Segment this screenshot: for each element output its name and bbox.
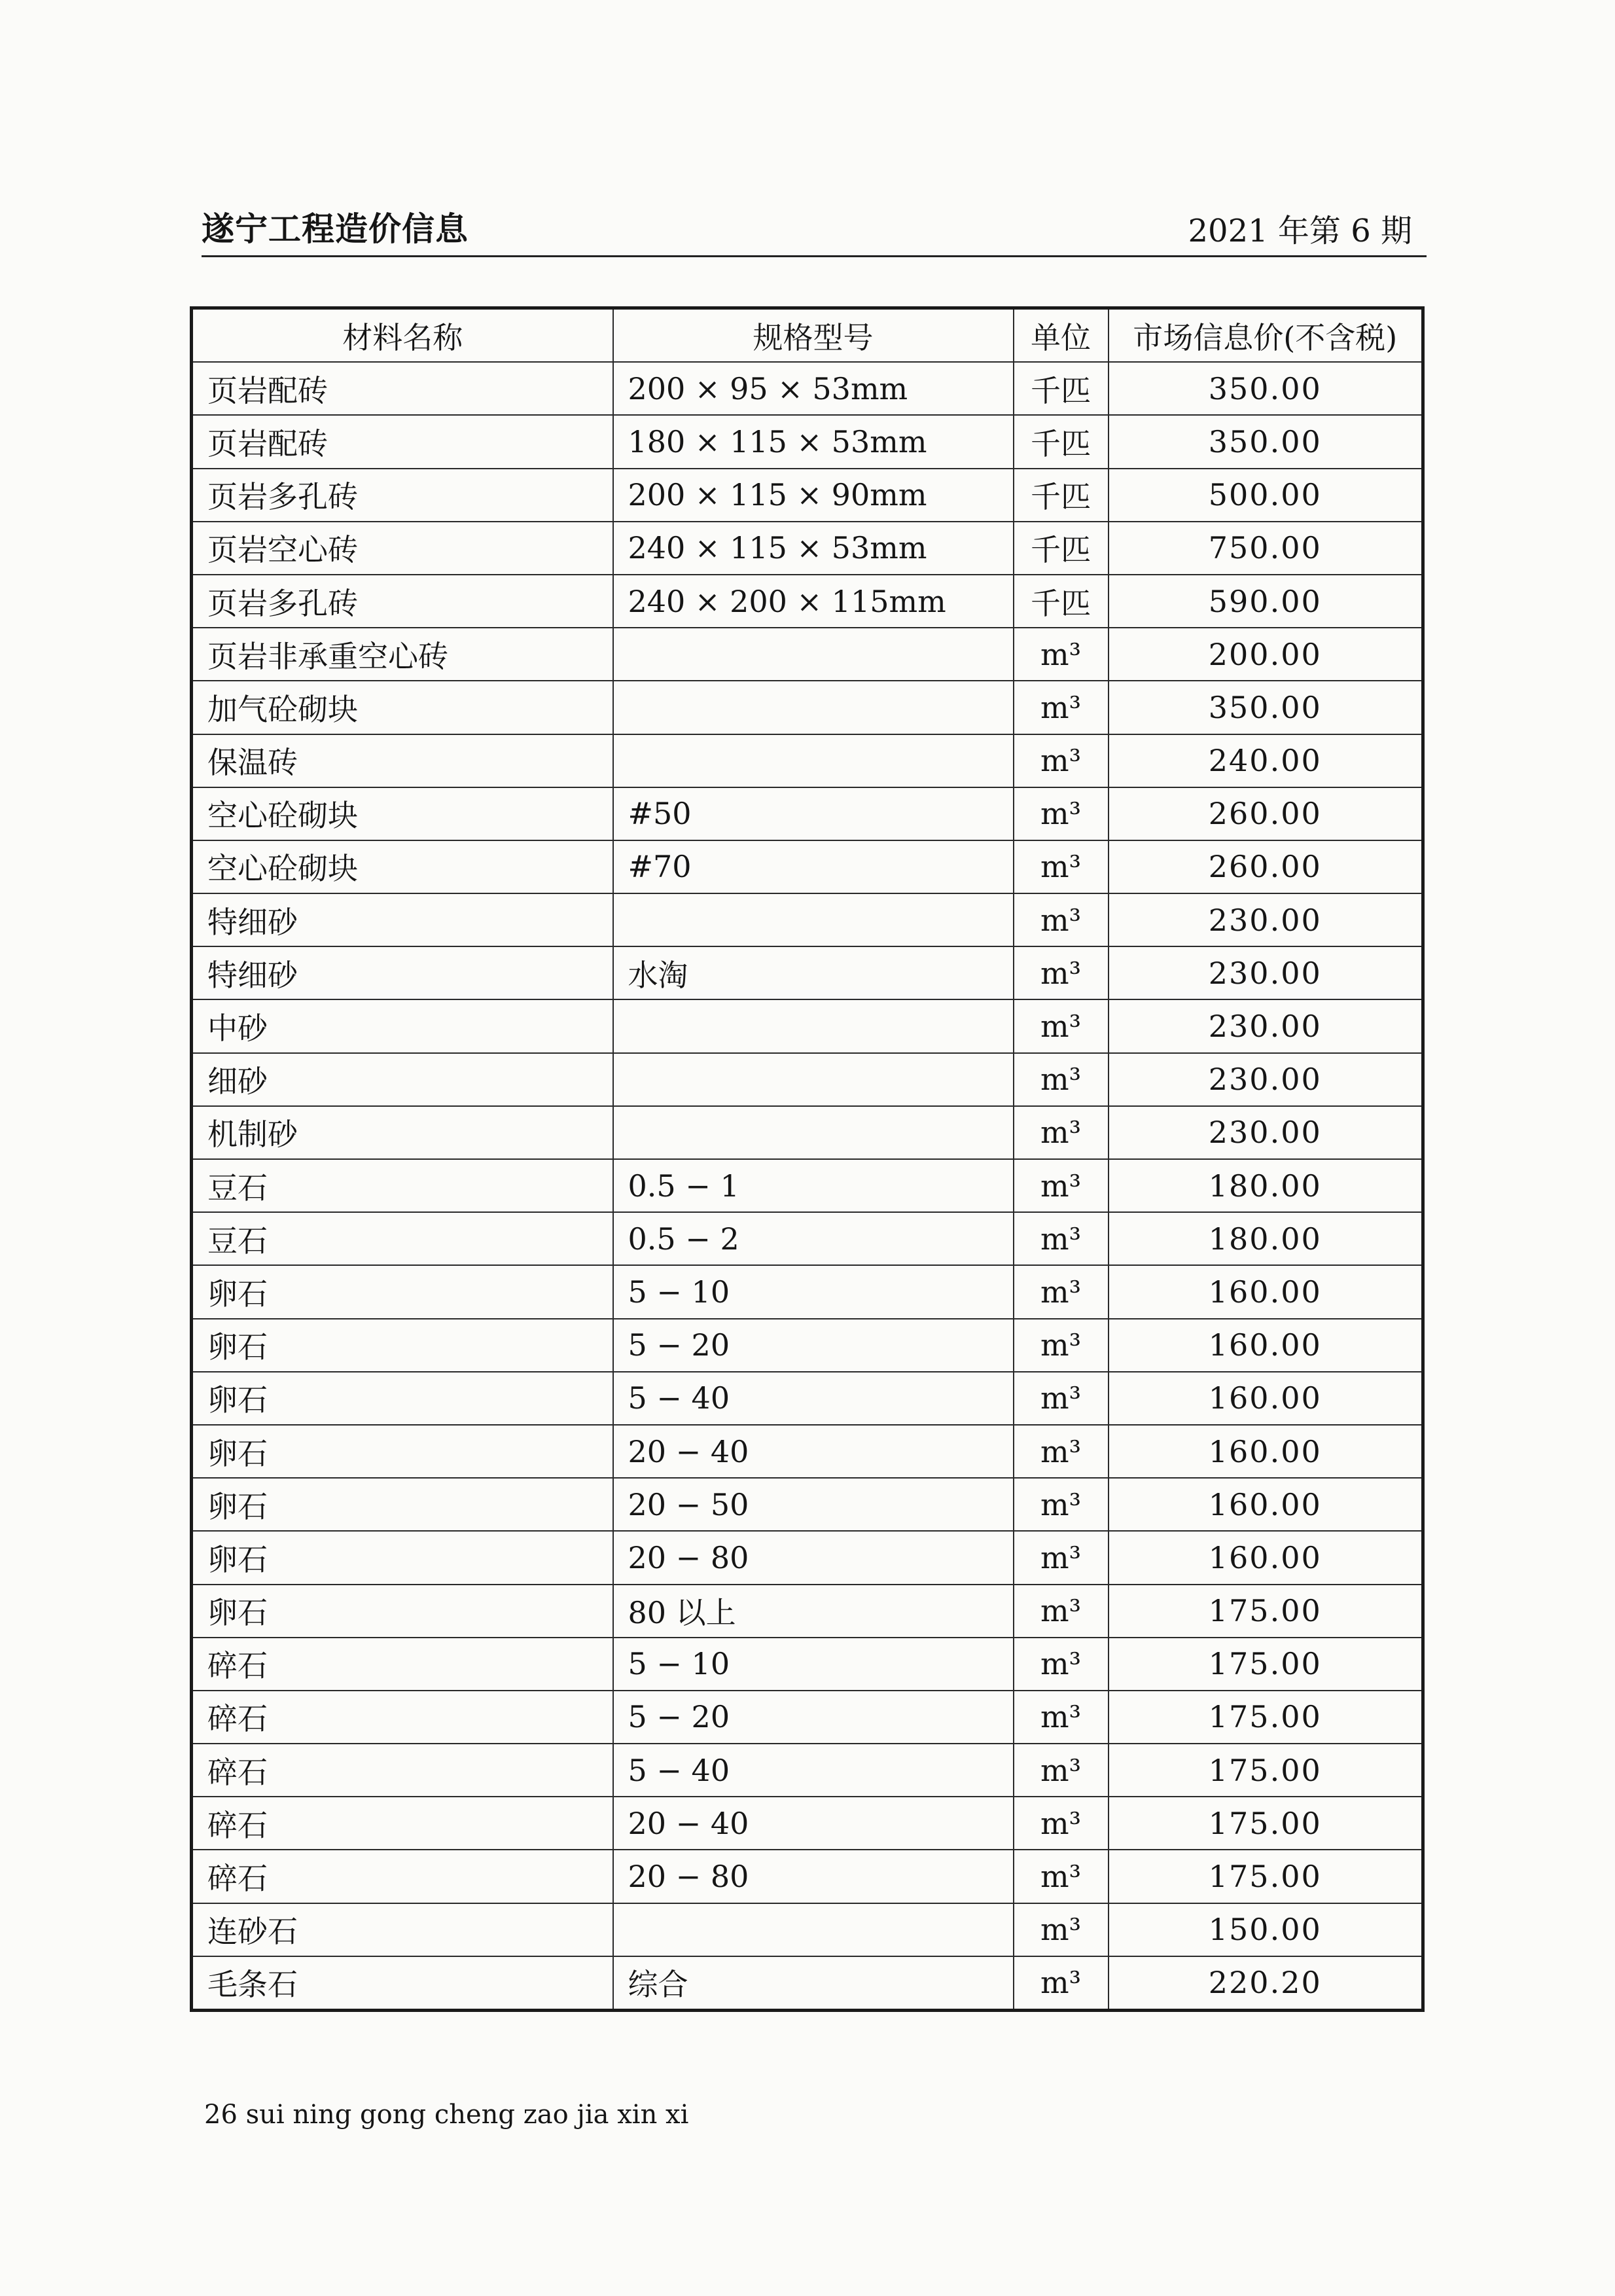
spec-cell: 5 − 10 xyxy=(613,1265,1014,1318)
spec-cell: 5 − 20 xyxy=(613,1319,1014,1372)
spec-cell: 5 − 10 xyxy=(613,1638,1014,1691)
price-cell: 220.20 xyxy=(1109,1956,1423,2011)
unit-cell: m³ xyxy=(1014,1425,1109,1478)
column-header-material: 材料名称 xyxy=(192,308,613,363)
table-row xyxy=(192,522,1423,575)
price-cell: 160.00 xyxy=(1109,1265,1423,1318)
spec-cell: 5 − 40 xyxy=(613,1372,1014,1425)
unit-cell: m³ xyxy=(1014,1531,1109,1584)
unit-cell: m³ xyxy=(1014,1212,1109,1265)
table-row xyxy=(192,1425,1423,1478)
price-cell: 230.00 xyxy=(1109,946,1423,999)
table-row xyxy=(192,1212,1423,1265)
unit-cell: m³ xyxy=(1014,1319,1109,1372)
table-row xyxy=(192,681,1423,734)
material-name-cell: 碎石 xyxy=(192,1638,613,1691)
unit-cell: m³ xyxy=(1014,1797,1109,1850)
unit-cell: m³ xyxy=(1014,681,1109,734)
material-name-cell: 机制砂 xyxy=(192,1106,613,1159)
price-cell: 260.00 xyxy=(1109,787,1423,840)
price-cell: 230.00 xyxy=(1109,893,1423,946)
spec-cell xyxy=(613,1053,1014,1106)
material-name-cell: 碎石 xyxy=(192,1850,613,1903)
price-cell: 350.00 xyxy=(1109,415,1423,468)
spec-cell: 20 − 80 xyxy=(613,1531,1014,1584)
material-name-cell: 卵石 xyxy=(192,1531,613,1584)
unit-cell: m³ xyxy=(1014,999,1109,1052)
material-name-cell: 连砂石 xyxy=(192,1903,613,1956)
unit-cell: m³ xyxy=(1014,1744,1109,1797)
table-row xyxy=(192,1797,1423,1850)
price-cell: 160.00 xyxy=(1109,1372,1423,1425)
material-name-cell: 页岩配砖 xyxy=(192,415,613,468)
unit-cell: m³ xyxy=(1014,1106,1109,1159)
table-row xyxy=(192,787,1423,840)
price-cell: 160.00 xyxy=(1109,1425,1423,1478)
spec-cell: 180 × 115 × 53mm xyxy=(613,415,1014,468)
unit-cell: 千匹 xyxy=(1014,415,1109,468)
price-cell: 150.00 xyxy=(1109,1903,1423,1956)
material-name-cell: 卵石 xyxy=(192,1585,613,1638)
material-name-cell: 特细砂 xyxy=(192,893,613,946)
material-name-cell: 碎石 xyxy=(192,1744,613,1797)
table-row xyxy=(192,362,1423,415)
material-name-cell: 页岩配砖 xyxy=(192,362,613,415)
table-row xyxy=(192,1956,1423,2011)
table-row xyxy=(192,1478,1423,1531)
unit-cell: m³ xyxy=(1014,893,1109,946)
price-cell: 175.00 xyxy=(1109,1850,1423,1903)
table-row xyxy=(192,1638,1423,1691)
unit-cell: m³ xyxy=(1014,1956,1109,2011)
spec-cell: 5 − 20 xyxy=(613,1691,1014,1744)
unit-cell: m³ xyxy=(1014,628,1109,681)
price-cell: 180.00 xyxy=(1109,1212,1423,1265)
price-cell: 180.00 xyxy=(1109,1159,1423,1212)
material-name-cell: 卵石 xyxy=(192,1425,613,1478)
material-name-cell: 毛条石 xyxy=(192,1956,613,2011)
table-row xyxy=(192,946,1423,999)
price-cell: 240.00 xyxy=(1109,734,1423,787)
publication-title: 遂宁工程造价信息 xyxy=(202,210,469,248)
spec-cell xyxy=(613,1106,1014,1159)
unit-cell: m³ xyxy=(1014,1903,1109,1956)
table-row xyxy=(192,893,1423,946)
material-name-cell: 豆石 xyxy=(192,1159,613,1212)
table-row xyxy=(192,469,1423,522)
spec-cell: 20 − 40 xyxy=(613,1425,1014,1478)
price-cell: 175.00 xyxy=(1109,1744,1423,1797)
unit-cell: 千匹 xyxy=(1014,469,1109,522)
spec-cell xyxy=(613,628,1014,681)
material-name-cell: 豆石 xyxy=(192,1212,613,1265)
table-row xyxy=(192,1106,1423,1159)
column-header-price: 市场信息价(不含税) xyxy=(1109,308,1423,363)
spec-cell xyxy=(613,681,1014,734)
material-name-cell: 页岩空心砖 xyxy=(192,522,613,575)
spec-cell: 20 − 80 xyxy=(613,1850,1014,1903)
material-name-cell: 保温砖 xyxy=(192,734,613,787)
price-cell: 350.00 xyxy=(1109,681,1423,734)
unit-cell: m³ xyxy=(1014,1638,1109,1691)
unit-cell: m³ xyxy=(1014,1850,1109,1903)
spec-cell: 240 × 115 × 53mm xyxy=(613,522,1014,575)
unit-cell: 千匹 xyxy=(1014,362,1109,415)
spec-cell: #70 xyxy=(613,840,1014,893)
price-cell: 160.00 xyxy=(1109,1478,1423,1531)
material-name-cell: 空心砼砌块 xyxy=(192,840,613,893)
table-body xyxy=(192,362,1423,2010)
table-header-row xyxy=(192,308,1423,363)
material-name-cell: 卵石 xyxy=(192,1265,613,1318)
page-header xyxy=(202,196,1425,257)
material-name-cell: 空心砼砌块 xyxy=(192,787,613,840)
column-header-unit: 单位 xyxy=(1014,308,1109,363)
spec-cell: 0.5 − 2 xyxy=(613,1212,1014,1265)
spec-cell: 240 × 200 × 115mm xyxy=(613,575,1014,628)
material-name-cell: 细砂 xyxy=(192,1053,613,1106)
unit-cell: m³ xyxy=(1014,946,1109,999)
table-row xyxy=(192,999,1423,1052)
spec-cell xyxy=(613,1903,1014,1956)
price-cell: 230.00 xyxy=(1109,999,1423,1052)
table-row xyxy=(192,1691,1423,1744)
unit-cell: m³ xyxy=(1014,1053,1109,1106)
page-footer: 26 sui ning gong cheng zao jia xin xi xyxy=(204,2100,689,2130)
spec-cell: 5 − 40 xyxy=(613,1744,1014,1797)
spec-cell: 200 × 115 × 90mm xyxy=(613,469,1014,522)
price-cell: 500.00 xyxy=(1109,469,1423,522)
table-row xyxy=(192,840,1423,893)
unit-cell: 千匹 xyxy=(1014,575,1109,628)
price-cell: 175.00 xyxy=(1109,1691,1423,1744)
material-name-cell: 中砂 xyxy=(192,999,613,1052)
price-cell: 230.00 xyxy=(1109,1106,1423,1159)
material-name-cell: 卵石 xyxy=(192,1478,613,1531)
spec-cell: 20 − 50 xyxy=(613,1478,1014,1531)
table-row xyxy=(192,1850,1423,1903)
price-cell: 160.00 xyxy=(1109,1531,1423,1584)
unit-cell: m³ xyxy=(1014,1585,1109,1638)
material-name-cell: 页岩多孔砖 xyxy=(192,469,613,522)
spec-cell: 0.5 − 1 xyxy=(613,1159,1014,1212)
price-cell: 350.00 xyxy=(1109,362,1423,415)
table-row xyxy=(192,1531,1423,1584)
unit-cell: m³ xyxy=(1014,1159,1109,1212)
spec-cell: 水淘 xyxy=(613,946,1014,999)
spec-cell xyxy=(613,893,1014,946)
table-row xyxy=(192,1744,1423,1797)
table-row xyxy=(192,1265,1423,1318)
header-divider xyxy=(202,255,1427,257)
table-row xyxy=(192,1372,1423,1425)
unit-cell: m³ xyxy=(1014,1265,1109,1318)
table-row xyxy=(192,415,1423,468)
material-name-cell: 页岩多孔砖 xyxy=(192,575,613,628)
unit-cell: m³ xyxy=(1014,787,1109,840)
price-cell: 750.00 xyxy=(1109,522,1423,575)
unit-cell: 千匹 xyxy=(1014,522,1109,575)
spec-cell: 80 以上 xyxy=(613,1585,1014,1638)
table-row xyxy=(192,1053,1423,1106)
price-cell: 175.00 xyxy=(1109,1638,1423,1691)
unit-cell: m³ xyxy=(1014,734,1109,787)
spec-cell xyxy=(613,999,1014,1052)
table-row xyxy=(192,734,1423,787)
material-name-cell: 碎石 xyxy=(192,1797,613,1850)
table-row xyxy=(192,1585,1423,1638)
material-name-cell: 加气砼砌块 xyxy=(192,681,613,734)
price-table xyxy=(190,306,1425,2012)
table-row xyxy=(192,1159,1423,1212)
material-name-cell: 页岩非承重空心砖 xyxy=(192,628,613,681)
price-cell: 590.00 xyxy=(1109,575,1423,628)
price-cell: 230.00 xyxy=(1109,1053,1423,1106)
spec-cell: 20 − 40 xyxy=(613,1797,1014,1850)
table-row xyxy=(192,1903,1423,1956)
price-cell: 200.00 xyxy=(1109,628,1423,681)
material-name-cell: 特细砂 xyxy=(192,946,613,999)
spec-cell: #50 xyxy=(613,787,1014,840)
unit-cell: m³ xyxy=(1014,1372,1109,1425)
price-cell: 175.00 xyxy=(1109,1585,1423,1638)
column-header-spec: 规格型号 xyxy=(613,308,1014,363)
table-row xyxy=(192,575,1423,628)
price-cell: 260.00 xyxy=(1109,840,1423,893)
unit-cell: m³ xyxy=(1014,1478,1109,1531)
material-name-cell: 卵石 xyxy=(192,1319,613,1372)
spec-cell: 综合 xyxy=(613,1956,1014,2011)
material-name-cell: 碎石 xyxy=(192,1691,613,1744)
material-name-cell: 卵石 xyxy=(192,1372,613,1425)
spec-cell xyxy=(613,734,1014,787)
unit-cell: m³ xyxy=(1014,840,1109,893)
price-cell: 160.00 xyxy=(1109,1319,1423,1372)
table-row xyxy=(192,628,1423,681)
issue-label: 2021 年第 6 期 xyxy=(1188,213,1412,249)
price-cell: 175.00 xyxy=(1109,1797,1423,1850)
unit-cell: m³ xyxy=(1014,1691,1109,1744)
spec-cell: 200 × 95 × 53mm xyxy=(613,362,1014,415)
table-row xyxy=(192,1319,1423,1372)
